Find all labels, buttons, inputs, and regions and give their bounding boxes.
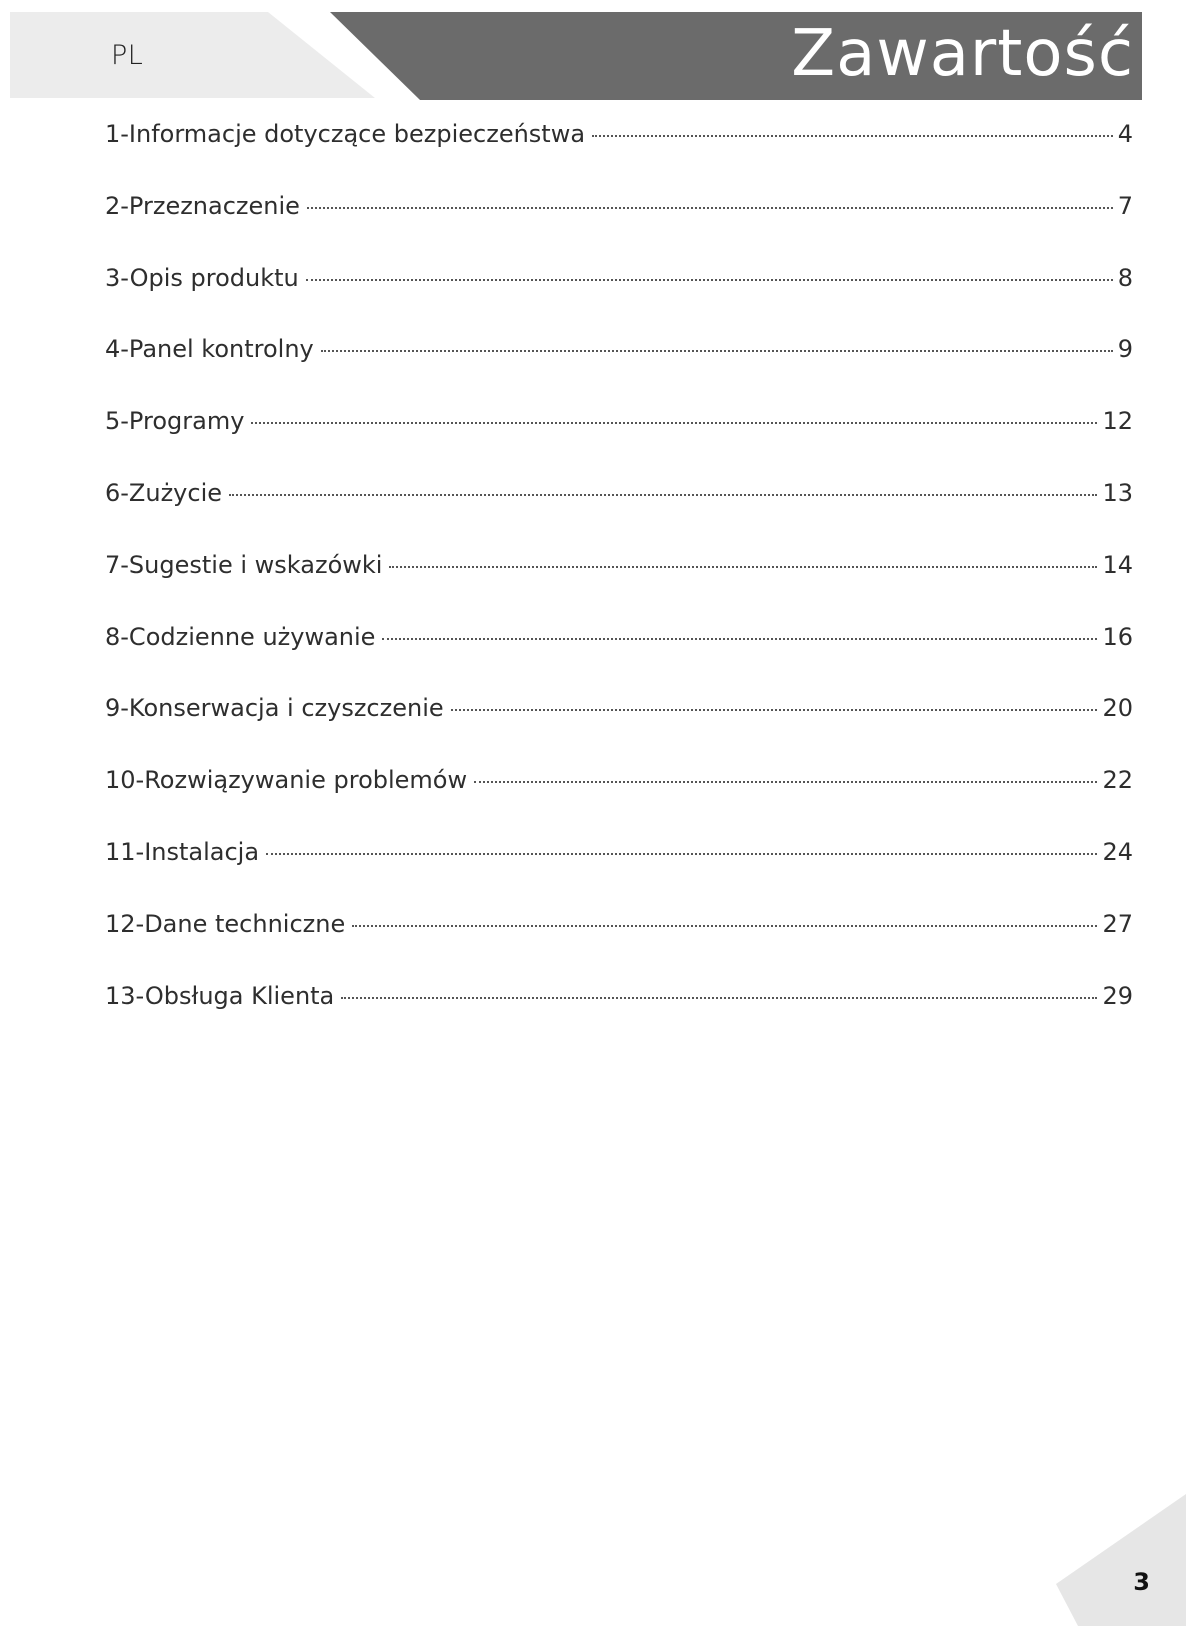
toc-dot-leader bbox=[251, 422, 1097, 424]
toc-dot-leader bbox=[451, 709, 1098, 711]
toc-entry-page: 27 bbox=[1102, 909, 1133, 938]
toc-entry[interactable] bbox=[105, 192, 1133, 264]
toc-dot-leader bbox=[229, 494, 1097, 496]
toc-entry-page: 7 bbox=[1117, 191, 1133, 220]
toc-entry-title: 1-Informacje dotyczące bezpieczeństwa bbox=[105, 120, 586, 148]
toc-entry-title: 6-Zużycie bbox=[105, 478, 223, 507]
language-label: PL bbox=[111, 40, 144, 71]
toc-entry[interactable] bbox=[105, 766, 1133, 838]
toc-entry-page: 12 bbox=[1102, 407, 1133, 436]
toc-entry-title: 2-Przeznaczenie bbox=[105, 191, 300, 220]
toc-dot-leader bbox=[321, 350, 1113, 352]
toc-entry[interactable] bbox=[105, 694, 1133, 766]
toc-entry-page: 24 bbox=[1102, 837, 1133, 866]
toc-dot-leader bbox=[592, 135, 1113, 137]
corner-page-tab bbox=[1056, 1476, 1186, 1626]
toc-dot-leader bbox=[306, 279, 1113, 281]
toc-entry-title: 7-Sugestie i wskazówki bbox=[105, 550, 383, 579]
toc-entry[interactable] bbox=[105, 551, 1133, 623]
toc-entry[interactable] bbox=[105, 479, 1133, 551]
toc-dot-leader bbox=[389, 566, 1097, 568]
table-of-contents bbox=[105, 120, 1133, 1053]
toc-entry-title: 9-Konserwacja i czyszczenie bbox=[105, 694, 444, 723]
toc-entry-page: 16 bbox=[1102, 622, 1133, 651]
toc-dot-leader bbox=[352, 925, 1097, 927]
toc-entry-title: 5-Programy bbox=[105, 407, 245, 436]
toc-entry[interactable] bbox=[105, 120, 1133, 192]
toc-entry-page: 20 bbox=[1102, 694, 1133, 723]
page-title: Zawartość bbox=[791, 17, 1134, 91]
toc-entry-title: 8-Codzienne używanie bbox=[105, 622, 376, 651]
toc-entry-title: 12-Dane techniczne bbox=[105, 909, 346, 938]
toc-dot-leader bbox=[382, 638, 1097, 640]
toc-entry-page: 14 bbox=[1102, 550, 1133, 579]
page-number: 3 bbox=[1133, 1568, 1150, 1596]
toc-entry-page: 13 bbox=[1102, 478, 1133, 507]
toc-entry-page: 4 bbox=[1117, 120, 1133, 148]
toc-entry-title: 3-Opis produktu bbox=[105, 263, 299, 292]
toc-entry[interactable] bbox=[105, 264, 1133, 336]
toc-entry[interactable] bbox=[105, 982, 1133, 1054]
toc-entry-page: 8 bbox=[1117, 263, 1133, 292]
toc-entry-title: 4-Panel kontrolny bbox=[105, 335, 314, 364]
toc-entry[interactable] bbox=[105, 407, 1133, 479]
toc-dot-leader bbox=[266, 853, 1097, 855]
toc-entry[interactable] bbox=[105, 838, 1133, 910]
toc-entry-page: 29 bbox=[1102, 981, 1133, 1010]
toc-entry-page: 9 bbox=[1117, 335, 1133, 364]
toc-entry[interactable] bbox=[105, 335, 1133, 407]
toc-entry-page: 22 bbox=[1102, 766, 1133, 795]
toc-dot-leader bbox=[341, 997, 1097, 999]
toc-entry[interactable] bbox=[105, 910, 1133, 982]
toc-entry-title: 11-Instalacja bbox=[105, 837, 260, 866]
toc-dot-leader bbox=[474, 781, 1097, 783]
header-light-tab bbox=[10, 12, 375, 98]
toc-entry-title: 13-Obsługa Klienta bbox=[105, 981, 335, 1010]
toc-entry-title: 10-Rozwiązywanie problemów bbox=[105, 766, 468, 795]
toc-entry[interactable] bbox=[105, 623, 1133, 695]
toc-dot-leader bbox=[307, 207, 1113, 209]
